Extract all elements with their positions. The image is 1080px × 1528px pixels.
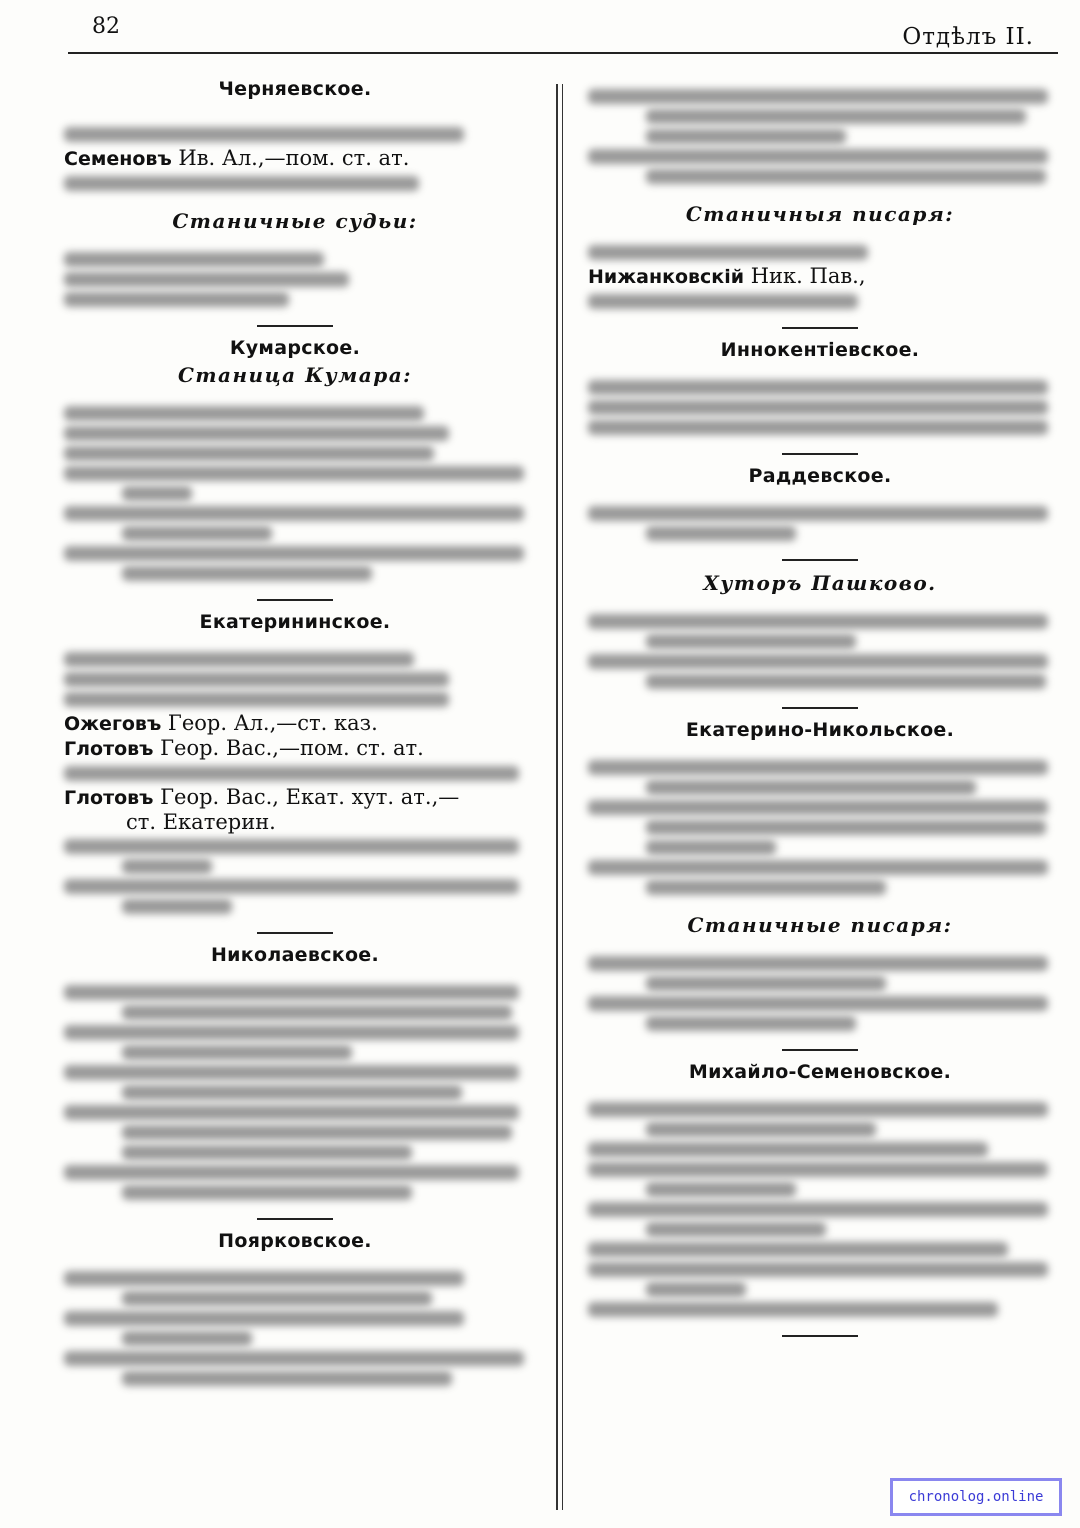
blurred-entry: [64, 406, 424, 421]
blurred-entry: [64, 1351, 524, 1366]
blurred-entry: [64, 839, 519, 854]
blurred-entry: [64, 252, 324, 267]
blurred-entry: [588, 1302, 998, 1317]
right-column: [588, 78, 1052, 1337]
blurred-entry: [64, 176, 419, 191]
blurred-entry: [122, 1085, 462, 1100]
watermark-text: chronolog.online: [908, 1489, 1044, 1505]
blurred-entry: [646, 634, 856, 649]
blurred-entry: [64, 672, 449, 687]
blurred-entry: [588, 506, 1048, 521]
entry-nizhankovsky: [588, 264, 1052, 289]
heading-mikhaylo-semenovskoe: Михайло-Семеновское.: [688, 1061, 952, 1083]
blurred-entry: [588, 245, 868, 260]
heading-chernyaevskoe: Черняевское.: [218, 78, 372, 100]
blurred-entry: [64, 879, 519, 894]
left-column: [64, 78, 526, 1390]
heading-poyarkovskoe: Поярковское.: [218, 1230, 372, 1252]
entry-ozhegov: [64, 711, 526, 736]
blurred-entry: [122, 1185, 412, 1200]
blurred-entry: [588, 1142, 988, 1157]
blurred-entry: [122, 1045, 352, 1060]
section-divider: [782, 1335, 858, 1337]
entry-surname: Семеновъ: [64, 148, 172, 170]
blurred-entry: [588, 1162, 1048, 1177]
entry-continuation: ст. Екатерин.: [126, 810, 276, 834]
header-rule: [68, 52, 1058, 54]
blurred-entry: [588, 420, 1048, 435]
blurred-entry: [588, 800, 1048, 815]
blurred-entry: [588, 1242, 1008, 1257]
heading-kumarskoe: Кумарское.: [229, 337, 361, 359]
heading-ekaterininskoe: Екатерининское.: [199, 611, 391, 633]
blurred-entry: [646, 976, 886, 991]
blurred-entry: [122, 1125, 512, 1140]
blurred-entry: [122, 1145, 412, 1160]
entry-text: Ив. Ал.,—пом. ст. ат.: [178, 146, 410, 170]
entry-text: Геор. Ал.,—ст. каз.: [167, 711, 378, 735]
blurred-entry: [588, 860, 1048, 875]
blurred-entry: [588, 614, 1048, 629]
entry-surname: Глотовъ: [64, 738, 154, 760]
blurred-entry: [646, 1122, 876, 1137]
blurred-entry: [646, 1016, 856, 1031]
heading-raddevskoe: Раддевское.: [748, 465, 892, 487]
blurred-entry: [64, 652, 414, 667]
entry-text: Геор. Вас.,—пом. ст. ат.: [160, 736, 424, 760]
subheading-stanitsa-kumara: Станица Кумара:: [177, 363, 413, 387]
blurred-entry: [646, 820, 1046, 835]
blurred-entry: [588, 400, 1048, 415]
blurred-entry: [64, 1105, 519, 1120]
entry-surname: Глотовъ: [64, 787, 154, 809]
blurred-entry: [646, 1182, 796, 1197]
blurred-entry: [64, 1271, 464, 1286]
blurred-entry: [588, 149, 1048, 164]
blurred-entry: [122, 1291, 432, 1306]
entry-semenov: [64, 146, 526, 171]
entry-text: Геор. Вас., Екат. хут. ат.,—: [160, 785, 460, 809]
blurred-entry: [646, 1222, 826, 1237]
entry-surname: Нижанковскій: [588, 266, 745, 288]
blurred-entry: [588, 294, 858, 309]
blurred-entry: [64, 506, 524, 521]
blurred-entry: [588, 1262, 1048, 1277]
subheading-judges: Станичные судьи:: [172, 209, 418, 233]
blurred-entry: [646, 526, 796, 541]
blurred-entry: [122, 566, 372, 581]
blurred-entry: [64, 426, 449, 441]
heading-ekaterino-nikolskoe: Екатерино-Никольское.: [685, 719, 955, 741]
blurred-entry: [588, 654, 1048, 669]
heading-nikolaevskoe: Николаевское.: [210, 944, 380, 966]
blurred-entry: [64, 1165, 519, 1180]
blurred-entry: [646, 780, 976, 795]
blurred-entry: [122, 1371, 452, 1386]
blurred-entry: [64, 1025, 519, 1040]
blurred-entry: [64, 766, 519, 781]
blurred-entry: [646, 169, 1046, 184]
blurred-entry: [646, 109, 1026, 124]
blurred-entry: [646, 129, 846, 144]
blurred-entry: [646, 880, 886, 895]
blurred-entry: [588, 380, 1048, 395]
blurred-entry: [588, 956, 1048, 971]
blurred-entry: [646, 840, 776, 855]
blurred-entry: [64, 1311, 464, 1326]
blurred-entry: [122, 1331, 252, 1346]
heading-innokentievskoe: Иннокентіевское.: [720, 339, 920, 361]
entry-surname: Ожеговъ: [64, 713, 162, 735]
blurred-entry: [122, 526, 272, 541]
column-divider: [556, 84, 563, 1510]
page-number: 82: [92, 14, 120, 39]
blurred-entry: [588, 996, 1048, 1011]
blurred-entry: [122, 899, 232, 914]
entry-glotov-2: [64, 785, 526, 810]
blurred-entry: [64, 272, 349, 287]
subheading-khutor-pashkovo: Хуторъ Пашково.: [703, 571, 937, 595]
blurred-entry: [122, 1005, 512, 1020]
subheading-scribes: Станичныя писаря:: [685, 202, 955, 226]
blurred-entry: [64, 985, 519, 1000]
entry-text: Ник. Пав.,: [750, 264, 866, 288]
subheading-scribes-2: Станичные писаря:: [687, 913, 953, 937]
blurred-entry: [64, 292, 289, 307]
blurred-entry: [64, 446, 434, 461]
blurred-entry: [64, 692, 449, 707]
blurred-entry: [64, 466, 524, 481]
blurred-entry: [588, 1102, 1048, 1117]
blurred-entry: [588, 1202, 1048, 1217]
section-label: Отдѣлъ II.: [902, 24, 1034, 50]
entry-glotov: [64, 736, 526, 761]
watermark: [890, 1478, 1062, 1516]
blurred-entry: [588, 760, 1048, 775]
blurred-entry: [64, 1065, 519, 1080]
blurred-entry: [64, 546, 524, 561]
blurred-entry: [588, 89, 1048, 104]
blurred-entry: [122, 486, 192, 501]
blurred-entry: [646, 1282, 746, 1297]
blurred-entry: [64, 127, 464, 142]
blurred-entry: [122, 859, 212, 874]
blurred-entry: [646, 674, 1046, 689]
